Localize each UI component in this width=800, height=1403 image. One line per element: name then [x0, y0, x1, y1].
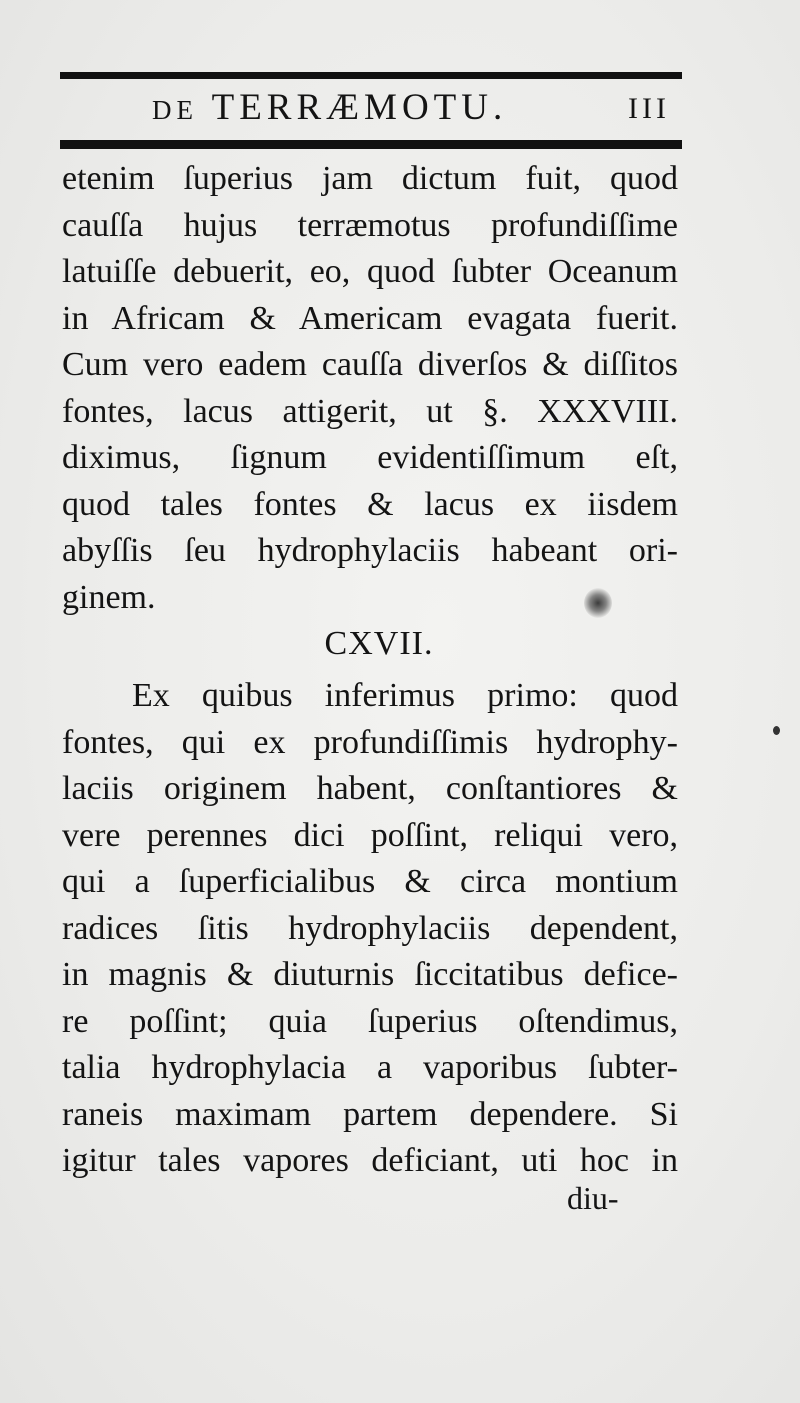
text-line: Cum vero eadem cauſſa diverſos & diſſitos [62, 346, 678, 383]
text-line: vere perennes dici poſſint, reliqui vero, [62, 816, 678, 854]
header-rule-top [60, 72, 682, 79]
running-head [60, 84, 682, 134]
text-line: in magnis & diuturnis ſiccitatibus defice- [62, 956, 678, 993]
running-head-prefix: DE [152, 95, 198, 125]
text-line: in Africam & Americam evagata fuerit. [62, 299, 678, 337]
text-line: latuiſſe debuerit, eo, quod ſubter Oceanum [62, 253, 678, 290]
text-line: etenim ſuperius jam dictum fuit, quod [62, 160, 678, 197]
text-line: re poſſint; quia ſuperius oſtendimus, [62, 1002, 678, 1040]
body-text [62, 156, 678, 1185]
header-rule-bottom [60, 140, 682, 149]
text-line: cauſſa hujus terræmotus profundiſſime [62, 206, 678, 244]
text-line: quod tales fontes & lacus ex iisdem [62, 485, 678, 523]
running-head-title [152, 86, 507, 129]
catchword: diu- [567, 1180, 619, 1216]
text-line: qui a ſuperficialibus & circa montium [62, 863, 678, 900]
text-line: diximus, ſignum evidentiſſimum eſt, [62, 439, 678, 476]
text-line: abyſſis ſeu hydrophylaciis habeant ori- [62, 532, 678, 569]
text-line: Ex quibus inferimus primo: quod [132, 677, 678, 714]
ink-spot [773, 726, 780, 735]
section-heading: CXVII. [324, 625, 434, 662]
text-line: ginem. [62, 578, 156, 616]
text-line: fontes, lacus attigerit, ut §. XXXVIII. [62, 392, 678, 430]
text-line: talia hydrophylacia a vaporibus ſubter- [62, 1049, 678, 1086]
text-line: fontes, qui ex profundiſſimis hydrophy- [62, 723, 678, 761]
page-number: III [628, 92, 670, 125]
text-line: radices ſitis hydrophylaciis dependent, [62, 909, 678, 947]
running-head-main: TERRÆMOTU. [211, 87, 508, 128]
text-line: laciis originem habent, conſtantiores & [62, 770, 678, 807]
ink-smudge [584, 588, 612, 618]
text-line: raneis maximam partem dependere. Si [62, 1095, 678, 1133]
text-line: igitur tales vapores deficiant, uti hoc in [62, 1142, 678, 1179]
